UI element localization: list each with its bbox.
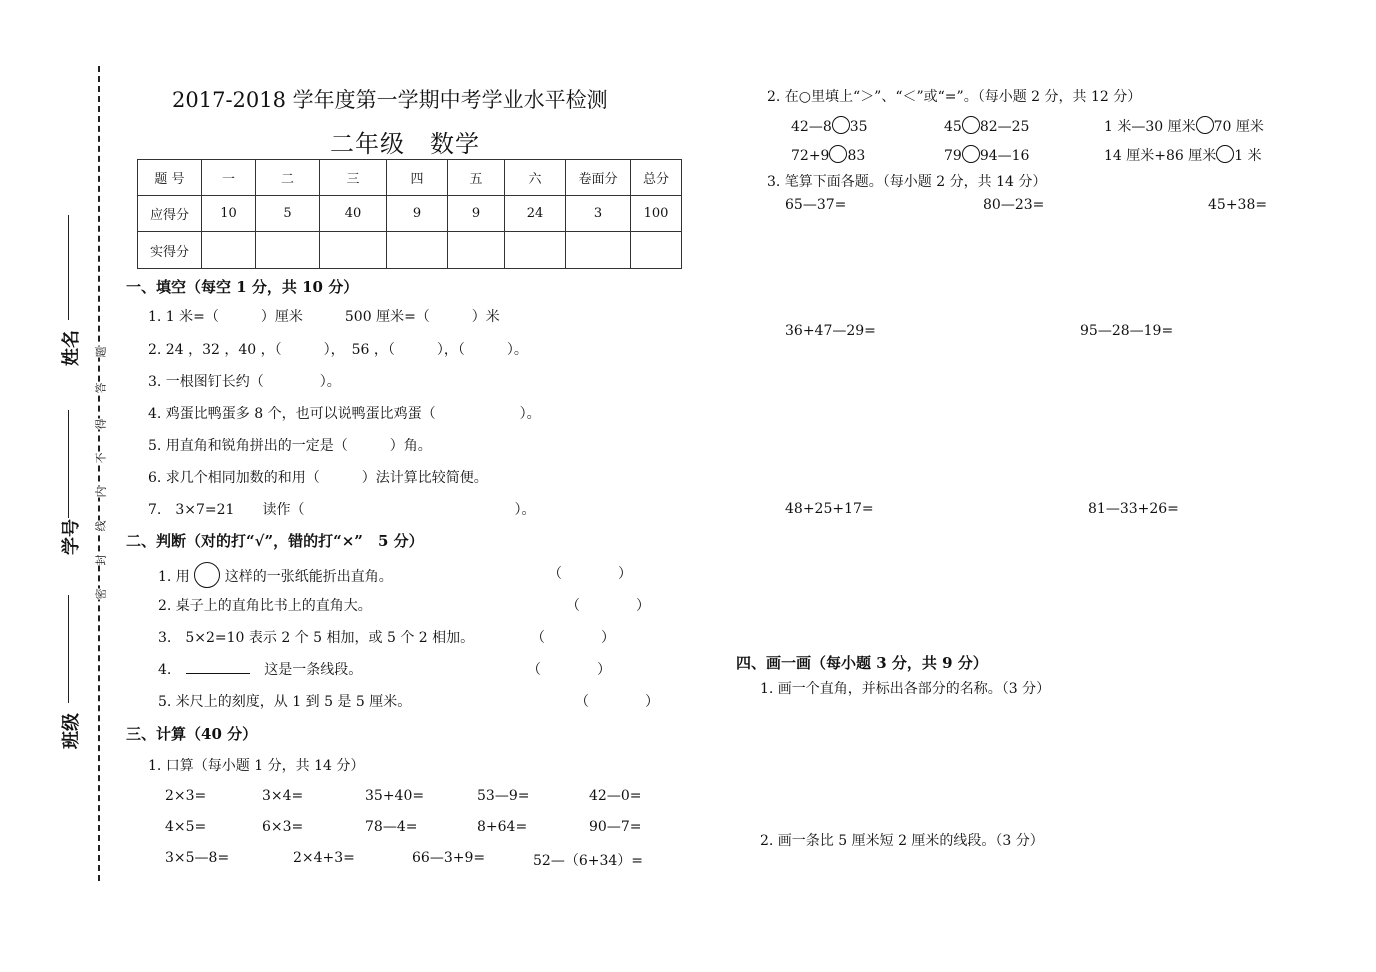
- written-calc-item: 65—37=: [785, 197, 847, 213]
- oral-calc-item: 8+64=: [477, 819, 528, 835]
- score-table-header-row: [138, 160, 682, 196]
- draw-question-1: 1. 画一个直角，并标出各部分的名称。（3 分）: [760, 681, 1051, 697]
- written-calc-item: 48+25+17=: [785, 501, 874, 517]
- table-header-cell: 五: [448, 160, 505, 196]
- written-calc-item: 45+38=: [1208, 197, 1268, 213]
- judge-q4-prefix: 4.: [158, 662, 172, 678]
- written-calc-item: 95—28—19=: [1080, 323, 1174, 339]
- compare-right: 94—16: [979, 148, 1030, 164]
- seal-char: 题: [94, 346, 108, 358]
- written-calc-item: 36+47—29=: [785, 323, 876, 339]
- seal-char: 内: [94, 486, 108, 498]
- judge-question-4: [158, 659, 362, 679]
- answer-paren[interactable]: （ ）: [566, 598, 650, 614]
- answer-circle[interactable]: [832, 116, 850, 134]
- answer-circle[interactable]: [829, 145, 847, 163]
- seal-char: 答: [94, 382, 108, 394]
- judge-question-2: 2. 桌子上的直角比书上的直角大。: [158, 598, 372, 614]
- table-cell: 24: [505, 196, 566, 232]
- oral-calc-item: 6×3=: [262, 819, 304, 835]
- line-segment-sample: [186, 661, 250, 674]
- oral-calc-item: 53—9=: [477, 788, 530, 804]
- compare-left: 42—8: [791, 119, 832, 135]
- table-cell: 9: [448, 196, 505, 232]
- score-entry-cell[interactable]: [505, 232, 566, 269]
- score-table: [137, 159, 682, 269]
- compare-right: 35: [849, 119, 868, 135]
- compare-item: [944, 116, 1029, 135]
- table-header-cell: 一: [202, 160, 256, 196]
- judge-q1-prefix: 1. 用: [158, 569, 190, 585]
- oral-calc-item: 52—（6+34）=: [533, 853, 643, 869]
- judge-q4-text: 这是一条线段。: [264, 662, 363, 678]
- table-header-cell: 四: [387, 160, 448, 196]
- score-entry-cell[interactable]: [256, 232, 320, 269]
- row-label: 实得分: [138, 232, 202, 269]
- table-cell: 100: [631, 196, 682, 232]
- compare-left: 79: [944, 148, 962, 164]
- fill-question-2: 2. 24 ，32 ，40 ，（ ）， 56 ，（ ），（ ）。: [148, 342, 528, 358]
- class-write-line: [68, 595, 69, 703]
- oral-calc-item: 3×5—8=: [165, 850, 230, 866]
- circle-paper-icon: [194, 562, 220, 588]
- section-1-title: 一、填空（每空 1 分，共 10 分）: [126, 278, 359, 296]
- compare-left: 45: [944, 119, 962, 135]
- table-cell: 10: [202, 196, 256, 232]
- table-header-cell: 题 号: [138, 160, 202, 196]
- oral-calc-item: 4×5=: [165, 819, 207, 835]
- section-2-title: 二、判断（对的打“√”，错的打“×” 5 分）: [126, 532, 424, 550]
- score-entry-cell[interactable]: [202, 232, 256, 269]
- name-label: 姓名: [61, 330, 82, 366]
- fill-question-4: 4. 鸡蛋比鸭蛋多 8 个，也可以说鸭蛋比鸡蛋（ ）。: [148, 406, 541, 422]
- score-entry-cell[interactable]: [320, 232, 387, 269]
- score-entry-cell[interactable]: [448, 232, 505, 269]
- oral-calc-item: 90—7=: [589, 819, 642, 835]
- row-label: 应得分: [138, 196, 202, 232]
- answer-circle[interactable]: [962, 116, 980, 134]
- written-calc-subtitle: 3. 笔算下面各题。（每小题 2 分，共 14 分）: [767, 174, 1047, 190]
- fill-question-7: 7. 3×7=21 读作（ ）。: [148, 502, 536, 518]
- student-id-label: 学号: [61, 519, 82, 555]
- written-calc-item: 81—33+26=: [1088, 501, 1179, 517]
- section-4-title: 四、画一画（每小题 3 分，共 9 分）: [736, 654, 988, 672]
- answer-circle[interactable]: [1216, 145, 1234, 163]
- exam-title: 2017-2018 学年度第一学期中考学业水平检测: [172, 88, 608, 112]
- compare-left: 72+9: [791, 148, 830, 164]
- oral-calc-item: 2×4+3=: [293, 850, 355, 866]
- score-entry-cell[interactable]: [566, 232, 631, 269]
- compare-left: 1 米—30 厘米: [1104, 119, 1196, 135]
- compare-item: [1104, 116, 1264, 136]
- draw-question-2: 2. 画一条比 5 厘米短 2 厘米的线段。（3 分）: [760, 833, 1044, 849]
- seal-char: 不: [94, 452, 108, 464]
- table-header-cell: 总分: [631, 160, 682, 196]
- compare-item: [1104, 145, 1262, 165]
- judge-question-3: 3. 5×2=10 表示 2 个 5 相加，或 5 个 2 相加。: [158, 630, 475, 646]
- table-cell: 3: [566, 196, 631, 232]
- seal-char: 封: [94, 554, 108, 566]
- compare-right: 70 厘米: [1213, 119, 1264, 135]
- oral-calc-item: 2×3=: [165, 788, 207, 804]
- judge-question-1: [158, 562, 393, 588]
- oral-calc-item: 78—4=: [365, 819, 418, 835]
- written-calc-item: 80—23=: [983, 197, 1045, 213]
- table-row: [138, 232, 682, 269]
- oral-calc-item: 3×4=: [262, 788, 304, 804]
- section-3-title: 三、计算（40 分）: [126, 725, 258, 743]
- table-cell: 5: [256, 196, 320, 232]
- judge-q1-text: 这样的一张纸能折出直角。: [224, 569, 393, 585]
- score-entry-cell[interactable]: [387, 232, 448, 269]
- answer-circle[interactable]: [1196, 116, 1214, 134]
- judge-question-5: 5. 米尺上的刻度，从 1 到 5 是 5 厘米。: [158, 694, 412, 710]
- name-write-line: [68, 215, 69, 320]
- compare-item: [791, 116, 868, 135]
- answer-circle[interactable]: [962, 145, 980, 163]
- seal-char: 得: [94, 418, 108, 430]
- oral-calc-subtitle: 1. 口算（每小题 1 分，共 14 分）: [148, 758, 365, 774]
- table-header-cell: 卷面分: [566, 160, 631, 196]
- table-cell: 9: [387, 196, 448, 232]
- compare-right: 1 米: [1234, 148, 1262, 164]
- compare-subtitle: 2. 在○里填上“＞”、“＜”或“=”。（每小题 2 分，共 12 分）: [767, 89, 1142, 105]
- answer-paren[interactable]: （ ）: [527, 662, 611, 678]
- oral-calc-item: 35+40=: [365, 788, 425, 804]
- answer-paren[interactable]: （ ）: [531, 630, 615, 646]
- answer-paren[interactable]: （ ）: [548, 566, 632, 582]
- compare-left: 14 厘米+86 厘米: [1104, 148, 1217, 164]
- table-header-cell: 二: [256, 160, 320, 196]
- table-header-cell: 三: [320, 160, 387, 196]
- exam-subtitle: 二年级 数学: [330, 130, 480, 158]
- oral-calc-item: 66—3+9=: [412, 850, 486, 866]
- table-row: [138, 196, 682, 232]
- answer-paren[interactable]: （ ）: [575, 694, 659, 710]
- compare-item: [791, 145, 865, 164]
- fill-question-3: 3. 一根图钉长约（ ）。: [148, 374, 341, 390]
- id-write-line: [68, 410, 69, 518]
- fill-question-6: 6. 求几个相同加数的和用（ ）法计算比较简便。: [148, 470, 488, 486]
- table-header-cell: 六: [505, 160, 566, 196]
- fill-question-5: 5. 用直角和锐角拼出的一定是（ ）角。: [148, 438, 432, 454]
- compare-item: [944, 145, 1029, 164]
- score-entry-cell[interactable]: [631, 232, 682, 269]
- seal-char: 线: [94, 520, 108, 532]
- binding-dashed-line: [98, 66, 100, 881]
- seal-char: 密: [94, 588, 108, 600]
- compare-right: 82—25: [979, 119, 1030, 135]
- fill-question-1: 1. 1 米=（ ）厘米 500 厘米=（ ）米: [148, 309, 500, 325]
- table-cell: 40: [320, 196, 387, 232]
- oral-calc-item: 42—0=: [589, 788, 642, 804]
- class-label: 班级: [61, 713, 82, 749]
- compare-right: 83: [847, 148, 866, 164]
